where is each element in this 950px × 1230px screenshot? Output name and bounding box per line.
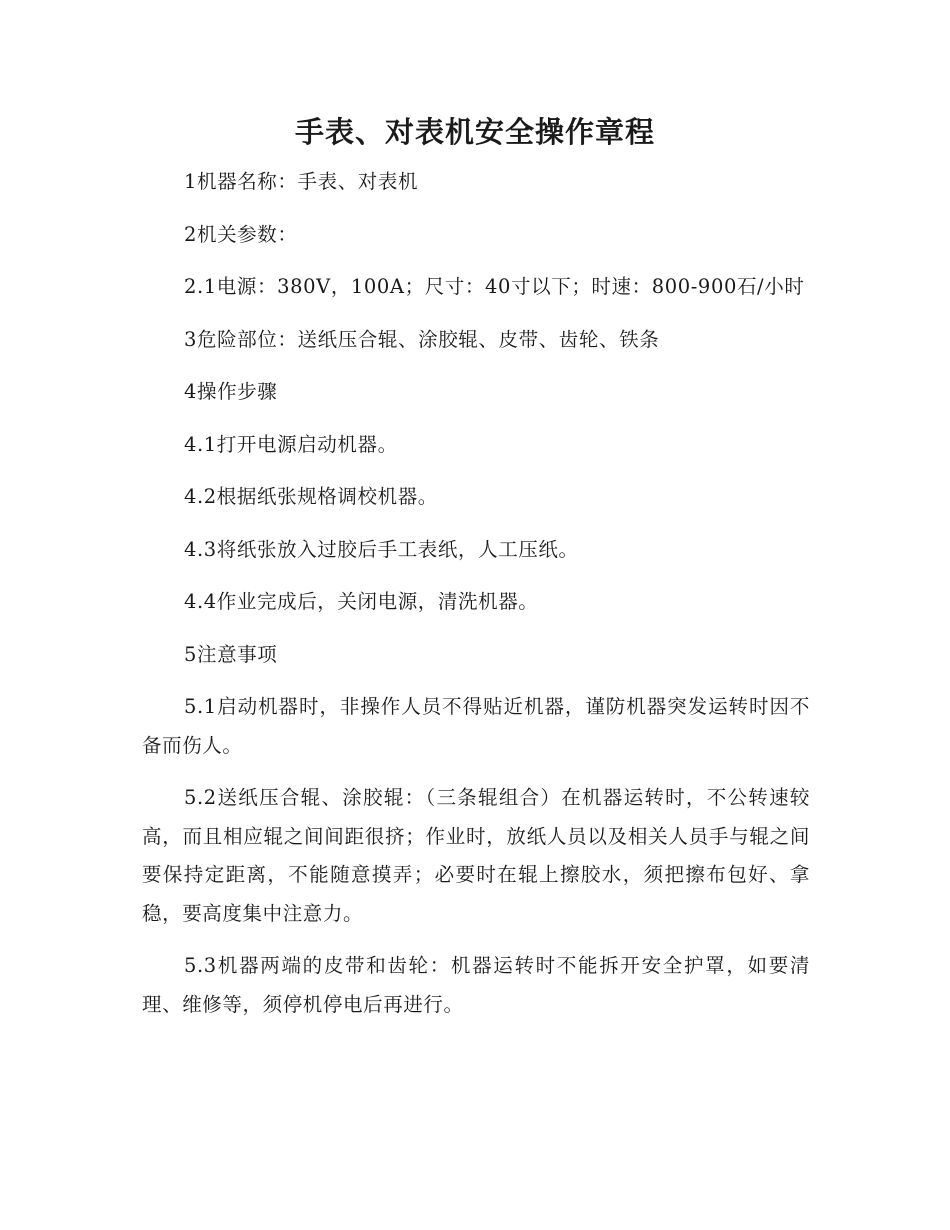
- paragraph-step-4: 4.4作业完成后，关闭电源，清洗机器。: [184, 590, 539, 613]
- paragraph-steps-heading: 4操作步骤: [184, 380, 278, 403]
- paragraph-machine-name: 1机器名称：手表、对表机: [184, 170, 419, 193]
- paragraph-power-spec: 2.1电源：380V，100A；尺寸：40寸以下；时速：800-900石/小时: [184, 275, 805, 298]
- paragraph-note-3: 5.3机器两端的皮带和齿轮：机器运转时不能拆开安全护罩，如要清理、维修等，须停机停电后再进行。: [142, 954, 810, 1016]
- paragraph-step-2: 4.2根据纸张规格调校机器。: [184, 485, 438, 508]
- document-title: 手表、对表机安全操作章程: [294, 115, 655, 149]
- paragraph-parameters-heading: 2机关参数：: [184, 222, 298, 246]
- paragraph-notes-heading: 5注意事项: [184, 642, 278, 666]
- paragraph-step-1: 4.1打开电源启动机器。: [184, 432, 398, 456]
- paragraph-step-3: 4.3将纸张放入过胶后手工表纸，人工压纸。: [184, 537, 579, 561]
- paragraph-note-2: 5.2送纸压合辊、涂胶辊：（三条辊组合）在机器运转时，不公转速较高，而且相应辊之间间距很挤；作业时，放纸人员以及相关人员手与辊之间要保持定距离，不能随意摸弄；必要时在辊上擦胶水，须把擦布包好、拿稳，要高度集中注意力。: [142, 786, 810, 925]
- document-body: [142, 163, 810, 1038]
- paragraph-note-1: 5.1启动机器时，非操作人员不得贴近机器，谨防机器突发运转时因不备而伤人。: [142, 695, 810, 757]
- paragraph-danger-parts: 3危险部位：送纸压合辊、涂胶辊、皮带、齿轮、铁条: [184, 327, 660, 351]
